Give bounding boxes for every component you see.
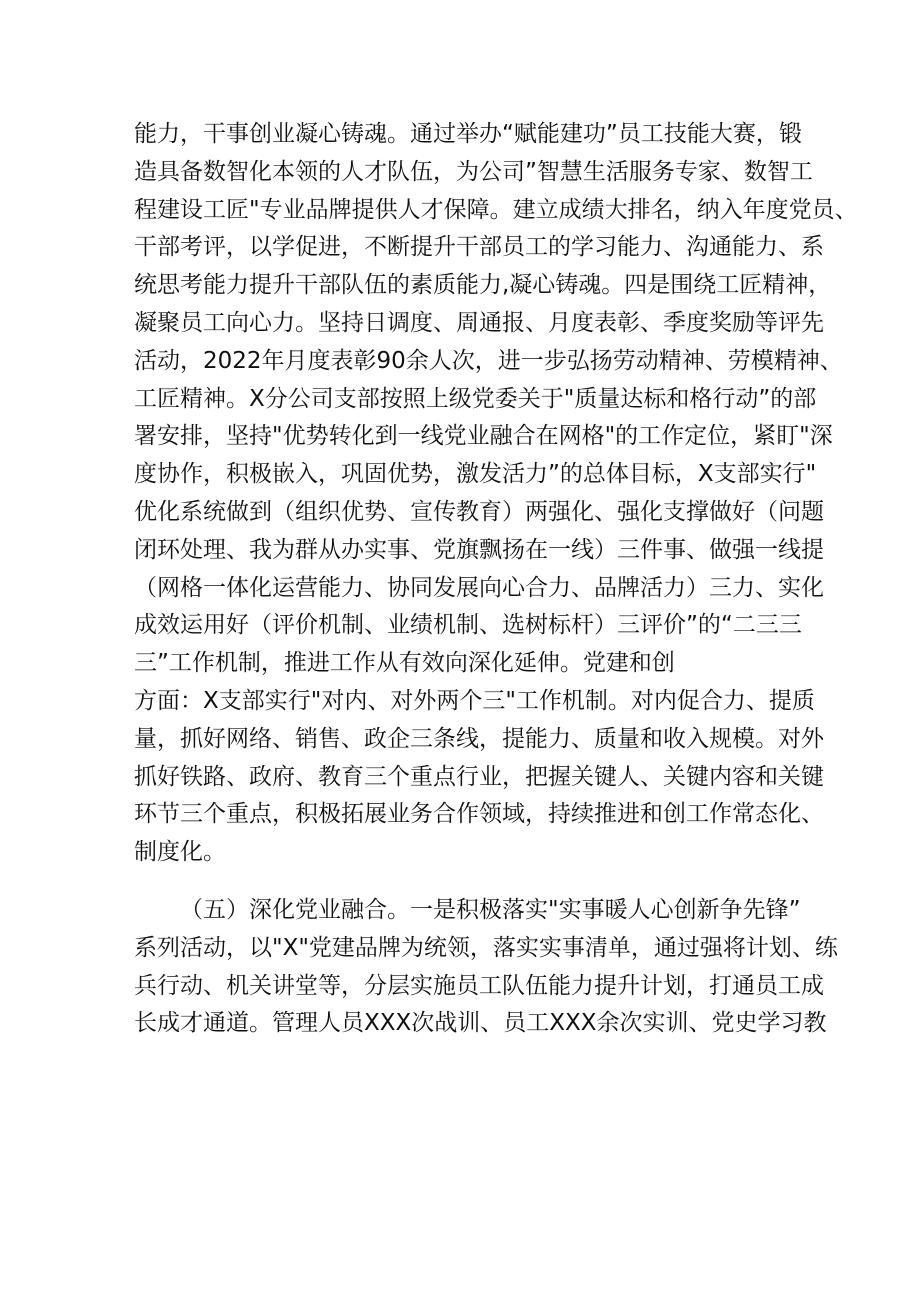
text-line: 能力，干事创业凝心铸魂。通过举办“赋能建功”员工技能大赛，锻 bbox=[134, 121, 802, 147]
text-line: 长成才通道。管理人员XXX次战训、员工XXX余次实训、党史学习教 bbox=[134, 1010, 827, 1037]
text-line: 统思考能力提升干部队伍的素质能力,凝心铸魂。四是围绕工匠精神， bbox=[134, 272, 832, 299]
text-line: 署安排，坚持"优势转化到一线党业融合在网格"的工作定位，紧盯"深 bbox=[134, 423, 833, 450]
text-line: 度协作，积极嵌入，巩固优势，激发活力”的总体目标，X支部实行" bbox=[134, 461, 817, 488]
text-line: 方面：X支部实行"对内、对外两个三"工作机制。对内促合力、提质 bbox=[134, 687, 815, 714]
text-line: 工匠精神。X分公司支部按照上级党委关于"质量达标和格行动”的部 bbox=[134, 385, 817, 412]
text-line: 活动，2022年月度表彰90余人次，进一步弘扬劳动精神、劳模精神、 bbox=[134, 347, 843, 374]
text-line: 环节三个重点，积极拓展业务合作领域，持续推进和创工作常态化、 bbox=[134, 801, 824, 828]
paragraph-cooperation bbox=[134, 683, 824, 872]
text-line: 闭环处理、我为群从办实事、党旗飘扬在一线）三件事、做强一线提 bbox=[134, 536, 824, 563]
text-line: 抓好铁路、政府、教育三个重点行业，把握关键人、关键内容和关键 bbox=[134, 763, 824, 790]
text-line: 程建设工匠"专业品牌提供人才保障。建立成绩大排名，纳入年度党员、 bbox=[134, 196, 858, 223]
text-line: 优化系统做到（组织优势、宣传教育）两强化、强化支撑做好（问题 bbox=[134, 498, 824, 525]
text-line: 制度化。 bbox=[134, 839, 226, 866]
text-line: 成效运用好（评价机制、业绩机制、选树标杆）三评价”的“二三三 bbox=[134, 612, 802, 639]
paragraph-continuation bbox=[134, 116, 858, 683]
text-line: 造具备数智化本领的人才队伍，为公司”智慧生活服务专家、数智工 bbox=[134, 158, 813, 185]
text-line: 凝聚员工向心力。坚持日调度、周通报、月度表彰、季度奖励等评先 bbox=[134, 309, 824, 336]
document-body bbox=[134, 116, 858, 1043]
text-line: 干部考评，以学促进，不断提升干部员工的学习能力、沟通能力、系 bbox=[134, 234, 824, 261]
text-line: （网格一体化运营能力、协同发展向心合力、品牌活力）三力、实化 bbox=[134, 574, 824, 601]
text-line: 系列活动，以"X"党建品牌为统领，落实实事清单，通过强将计划、练 bbox=[134, 934, 838, 961]
text-line: 兵行动、机关讲堂等，分层实施员工队伍能力提升计划，打通员工成 bbox=[134, 972, 824, 999]
text-line: 量，抓好网络、销售、政企三条线，提能力、质量和收入规模。对外 bbox=[134, 725, 824, 752]
paragraph-spacer bbox=[134, 872, 794, 892]
text-line: 三”工作机制，推进工作从有效向深化延伸。党建和创 bbox=[134, 650, 675, 677]
paragraph-section-five bbox=[134, 892, 838, 1043]
text-line: （五）深化党业融合。一是积极落实"实事暖人心创新争先锋” bbox=[180, 896, 801, 923]
